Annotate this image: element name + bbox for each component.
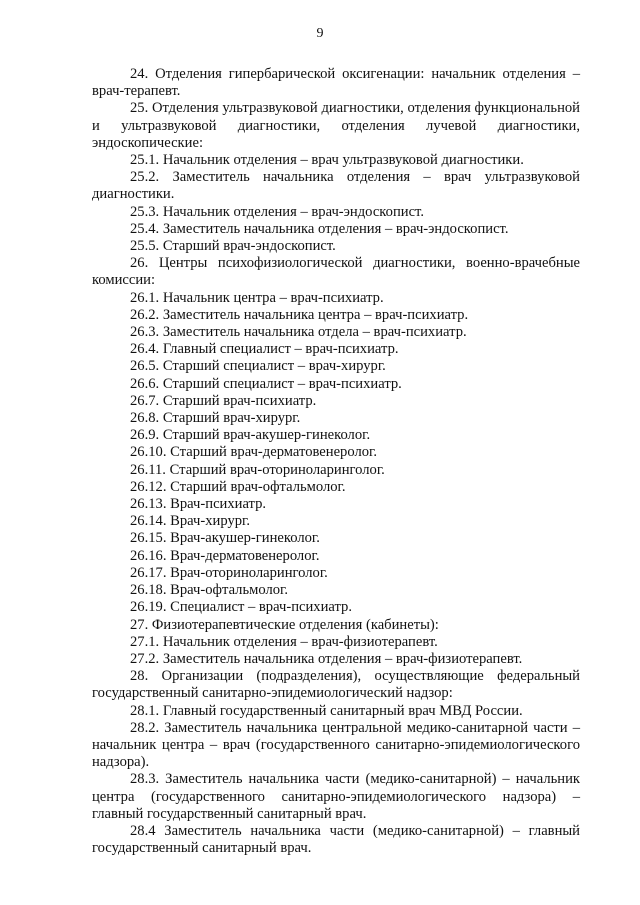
paragraph-26-4: 26.4. Главный специалист – врач-психиатр. bbox=[130, 341, 399, 358]
paragraph-26-3: 26.3. Заместитель начальника отдела – врач-психиатр. bbox=[130, 324, 467, 341]
paragraph-26-5: 26.5. Старший специалист – врач-хирург. bbox=[130, 358, 386, 375]
paragraph-27-1: 27.1. Начальник отделения – врач-физиотерапевт. bbox=[130, 633, 438, 650]
paragraph-26-7: 26.7. Старший врач-психиатр. bbox=[130, 392, 317, 409]
paragraph-26-15: 26.15. Врач-акушер-гинеколог. bbox=[130, 530, 320, 547]
paragraph-26: 26. Центры психофизиологической диагностики, военно-врачебные комиссии: bbox=[92, 255, 580, 289]
paragraph-26-14: 26.14. Врач-хирург. bbox=[130, 513, 251, 530]
paragraph-26-17: 26.17. Врач-оториноларинголог. bbox=[130, 564, 328, 581]
paragraph-25-5: 25.5. Старший врач-эндоскопист. bbox=[130, 238, 336, 255]
paragraph-25-2: 25.2. Заместитель начальника отделения – врач ультразвуковой диагностики. bbox=[92, 169, 580, 203]
paragraph-26-10: 26.10. Старший врач-дерматовенеролог. bbox=[130, 444, 378, 461]
document-body bbox=[92, 66, 580, 857]
paragraph-26-16: 26.16. Врач-дерматовенеролог. bbox=[130, 547, 320, 564]
paragraph-25-3: 25.3. Начальник отделения – врач-эндоскопист. bbox=[130, 203, 424, 220]
paragraph-26-9: 26.9. Старший врач-акушер-гинеколог. bbox=[130, 427, 371, 444]
paragraph-25-4: 25.4. Заместитель начальника отделения – врач-эндоскопист. bbox=[130, 220, 509, 237]
paragraph-26-6: 26.6. Старший специалист – врач-психиатр. bbox=[130, 375, 402, 392]
paragraph-25-1: 25.1. Начальник отделения – врач ультразвуковой диагностики. bbox=[130, 152, 524, 169]
page-number: 9 bbox=[316, 26, 324, 41]
paragraph-26-8: 26.8. Старший врач-хирург. bbox=[130, 410, 301, 427]
paragraph-27-2: 27.2. Заместитель начальника отделения – врач-физиотерапевт. bbox=[130, 650, 523, 667]
paragraph-25: 25. Отделения ультразвуковой диагностики, отделения функциональной и ультразвуковой диагностики, отделения лучевой диагностики, эндоскопические: bbox=[92, 100, 580, 151]
paragraph-26-1: 26.1. Начальник центра – врач-психиатр. bbox=[130, 289, 384, 306]
paragraph-24: 24. Отделения гипербарической оксигенации: начальник отделения – врач-терапевт. bbox=[92, 66, 580, 100]
paragraph-26-12: 26.12. Старший врач-офтальмолог. bbox=[130, 478, 346, 495]
paragraph-26-11: 26.11. Старший врач-оториноларинголог. bbox=[130, 461, 385, 478]
paragraph-28-2: 28.2. Заместитель начальника центральной медико-санитарной части – начальник центра – врач (государственного санитарно-эпидемиологического надзора). bbox=[92, 719, 580, 771]
paragraph-26-18: 26.18. Врач-офтальмолог. bbox=[130, 582, 289, 599]
paragraph-26-2: 26.2. Заместитель начальника центра – врач-психиатр. bbox=[130, 306, 469, 323]
paragraph-27: 27. Физиотерапевтические отделения (кабинеты): bbox=[130, 616, 439, 633]
paragraph-28-1: 28.1. Главный государственный санитарный врач МВД России. bbox=[130, 702, 523, 719]
paragraph-26-19: 26.19. Специалист – врач-психиатр. bbox=[130, 599, 353, 616]
paragraph-28-3: 28.3. Заместитель начальника части (медико-санитарной) – начальник центра (государственного санитарно-эпидемиологического надзора) – главный государственный санитарный врач. bbox=[92, 771, 580, 822]
paragraph-28: 28. Организации (подразделения), осуществляющие федеральный государственный санитарно-эпидемиологический надзор: bbox=[92, 668, 580, 702]
paragraph-28-4: 28.4 Заместитель начальника части (медико-санитарной) – главный государственный санитарный врач. bbox=[92, 822, 580, 857]
paragraph-26-13: 26.13. Врач-психиатр. bbox=[130, 496, 267, 513]
